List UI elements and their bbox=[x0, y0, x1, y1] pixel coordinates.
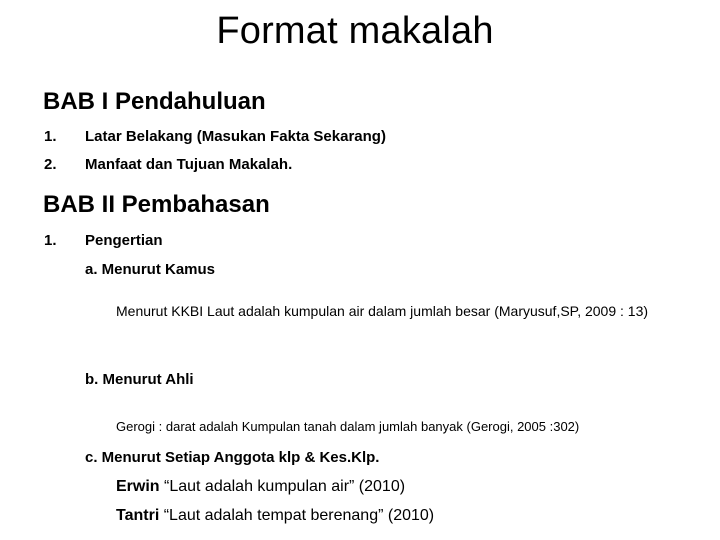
bab2-heading: BAB II Pembahasan bbox=[43, 191, 270, 218]
bab2-item-1-number: 1. bbox=[44, 232, 57, 249]
anggota-entry-quote: “Laut adalah tempat berenang” (2010) bbox=[159, 507, 435, 524]
ahli-paragraph: Gerogi : darat adalah Kumpulan tanah dalam jumlah banyak (Gerogi, 2005 :302) bbox=[116, 419, 580, 434]
bab1-item-2 bbox=[44, 155, 292, 175]
bab2-item-1-text: Pengertian bbox=[85, 232, 163, 249]
anggota-entry-erwin bbox=[116, 476, 405, 498]
anggota-entry-name: Erwin bbox=[116, 478, 160, 495]
bab1-item-1-number: 1. bbox=[44, 128, 57, 145]
kamus-label: a. Menurut Kamus bbox=[85, 261, 216, 278]
bab1-item-1 bbox=[44, 127, 386, 147]
bab1-item-1-text: Latar Belakang (Masukan Fakta Sekarang) bbox=[85, 128, 386, 145]
bab1-item-2-number: 2. bbox=[44, 156, 57, 173]
ahli-label: b. Menurut Ahli bbox=[85, 371, 194, 388]
bab1-heading: BAB I Pendahuluan bbox=[43, 88, 266, 115]
anggota-label: c. Menurut Setiap Anggota klp & Kes.Klp. bbox=[85, 449, 380, 466]
slide-title: Format makalah bbox=[216, 10, 494, 52]
anggota-entry-quote: “Laut adalah kumpulan air” (2010) bbox=[159, 478, 406, 495]
bab2-item-1 bbox=[44, 231, 163, 251]
anggota-entry-tantri bbox=[116, 505, 434, 527]
anggota-entry-name: Tantri bbox=[116, 507, 160, 524]
kamus-paragraph: Menurut KKBI Laut adalah kumpulan air dalam jumlah besar (Maryusuf,SP, 2009 : 13) bbox=[116, 303, 649, 319]
bab1-item-2-text: Manfaat dan Tujuan Makalah. bbox=[85, 156, 293, 173]
